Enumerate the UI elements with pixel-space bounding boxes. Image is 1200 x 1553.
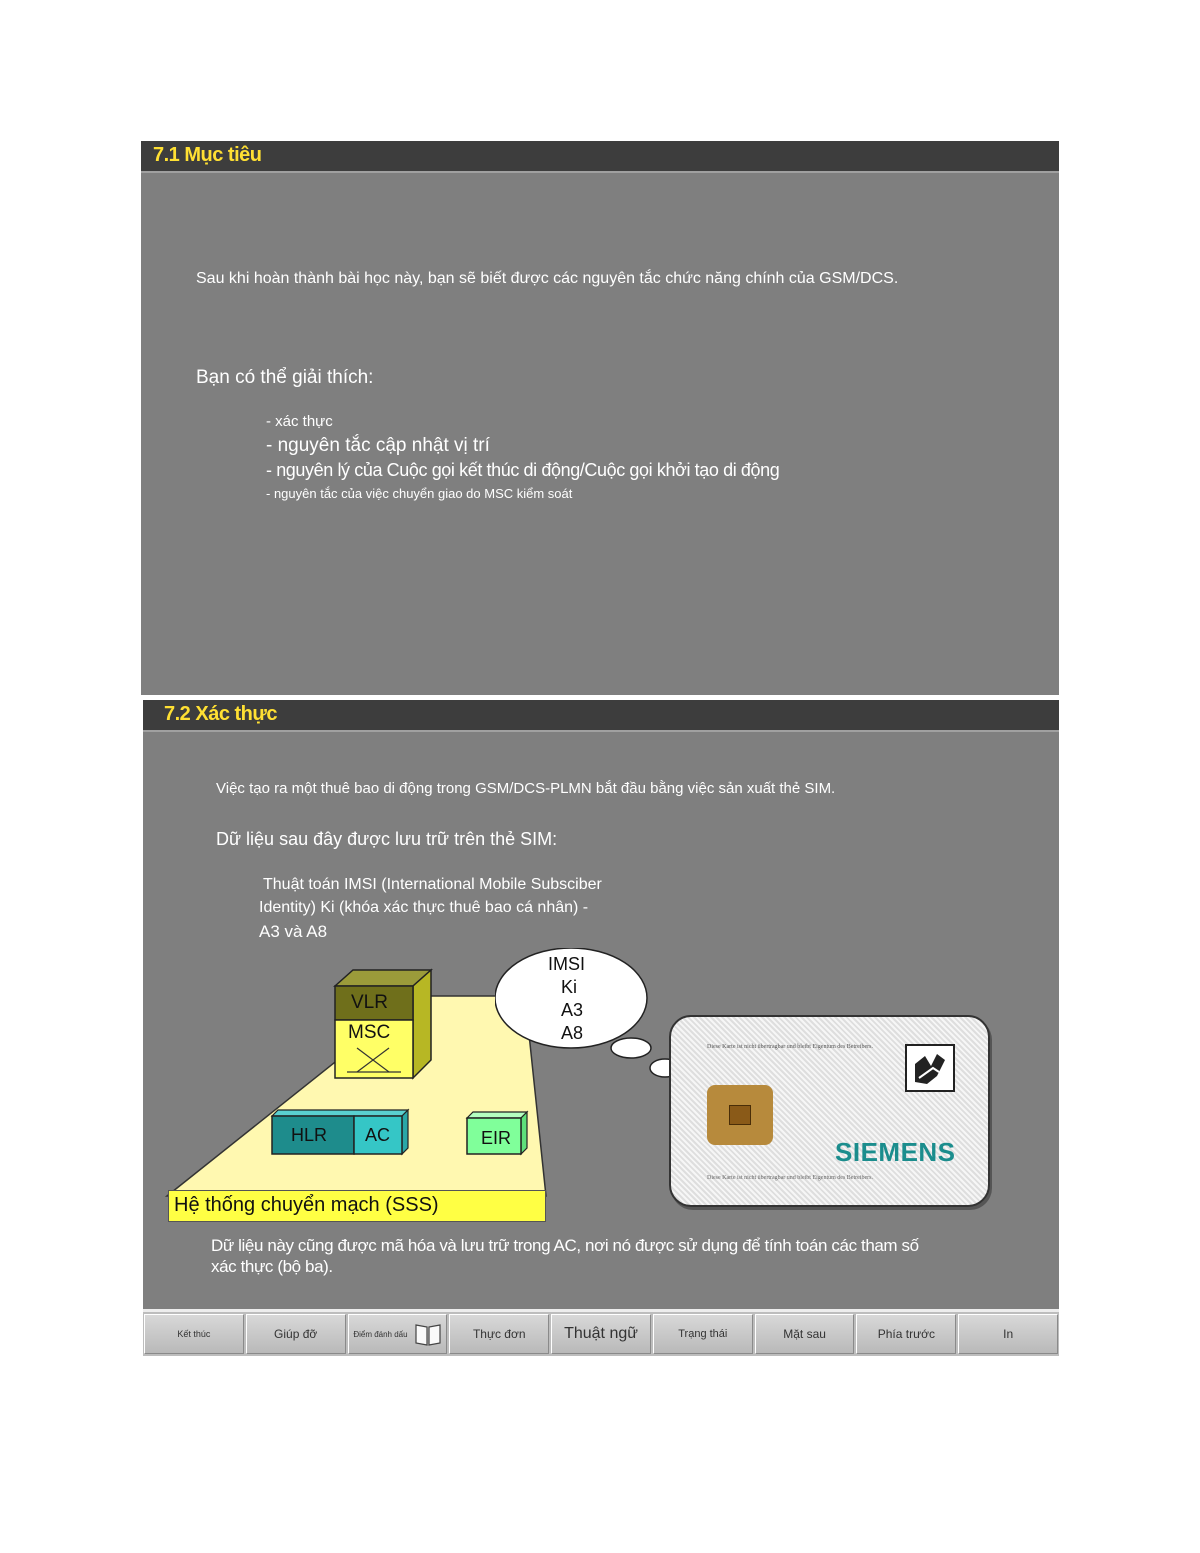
- back-button[interactable]: [755, 1314, 855, 1354]
- ac-label: AC: [365, 1125, 391, 1145]
- bullet-location-update: - nguyên tắc cập nhật vị trí: [266, 435, 490, 456]
- slide-objectives: [141, 141, 1059, 695]
- bullet-authentication: - xác thực: [266, 413, 333, 430]
- help-label: Giúp đỡ: [274, 1327, 318, 1341]
- explain-heading: Bạn có thể giải thích:: [196, 367, 374, 388]
- menu-button[interactable]: [449, 1314, 549, 1354]
- slide-title: 7.2 Xác thực: [164, 703, 277, 725]
- status-button[interactable]: [653, 1314, 753, 1354]
- bookmark-button[interactable]: [348, 1314, 448, 1354]
- status-label: Trạng thái: [678, 1328, 728, 1340]
- eir-label: EIR: [481, 1128, 512, 1148]
- sim-data-line: A3 và A8: [259, 922, 328, 941]
- glossary-label: Thuật ngữ: [564, 1325, 638, 1342]
- bubble-a3: A3: [561, 1000, 584, 1020]
- print-button[interactable]: [958, 1314, 1058, 1354]
- slide-title: 7.1 Mục tiêu: [153, 144, 262, 166]
- bubble-imsi: IMSI: [548, 954, 586, 974]
- vlr-label: VLR: [351, 992, 388, 1013]
- sim-production-text: Việc tạo ra một thuê bao di động trong GSM/DCS-PLMN bắt đầu bằng việc sản xuất thẻ SIM.: [216, 780, 836, 797]
- ac-storage-text: Dữ liệu này cũng được mã hóa và lưu trữ trong AC, nơi nó được sử dụng để tính toán các tham số xác thực (bộ ba).: [211, 1236, 919, 1276]
- bubble-a8: A8: [561, 1023, 584, 1043]
- print-label: In: [1003, 1327, 1014, 1341]
- card-logo-icon: [905, 1044, 955, 1092]
- bubble-ki: Ki: [561, 977, 578, 997]
- sim-data-line: Thuật toán IMSI (International Mobile Subsciber: [263, 876, 602, 893]
- help-button[interactable]: [246, 1314, 346, 1354]
- book-icon: [414, 1322, 442, 1346]
- forward-button[interactable]: [856, 1314, 956, 1354]
- bookmark-label: Điểm đánh dấu: [353, 1329, 408, 1339]
- bullet-handover: - nguyên tắc của việc chuyển giao do MSC kiểm soát: [266, 486, 573, 501]
- card-fine-print: Diese Karte ist nicht übertragbar und bleibt Eigentum des Betreibers.: [707, 1044, 873, 1050]
- slide-authentication: [143, 700, 1059, 1356]
- sss-label: Hệ thống chuyển mạch (SSS): [174, 1194, 439, 1216]
- intro-text: Sau khi hoàn thành bài học này, bạn sẽ biết được các nguyên tắc chức năng chính của GSM/DCS.: [196, 270, 899, 287]
- navigation-bar: [143, 1309, 1059, 1356]
- glossary-button[interactable]: [551, 1314, 651, 1354]
- end-label: Kết thúc: [177, 1329, 211, 1339]
- sim-data-line: Identity) Ki (khóa xác thực thuê bao cá nhân) -: [259, 899, 589, 916]
- end-button[interactable]: [144, 1314, 244, 1354]
- bullet-mtc-moc: - nguyên lý của Cuộc gọi kết thúc di động/Cuộc gọi khởi tạo di động: [266, 460, 780, 480]
- hlr-label: HLR: [291, 1125, 328, 1145]
- title-bar: [141, 141, 1059, 173]
- sim-card: [669, 1015, 990, 1207]
- card-brand: SIEMENS: [835, 1137, 956, 1167]
- menu-label: Thực đơn: [472, 1327, 526, 1341]
- back-label: Mặt sau: [783, 1327, 826, 1341]
- forward-label: Phía trước: [877, 1327, 935, 1341]
- card-fine-print: Diese Karte ist nicht übertragbar und bleibt Eigentum des Betreibers.: [707, 1175, 873, 1181]
- sim-chip: [707, 1085, 773, 1145]
- sss-label-bar: [168, 1190, 546, 1222]
- msc-label: MSC: [348, 1022, 391, 1043]
- sim-data-heading: Dữ liệu sau đây được lưu trữ trên thẻ SIM:: [216, 829, 558, 849]
